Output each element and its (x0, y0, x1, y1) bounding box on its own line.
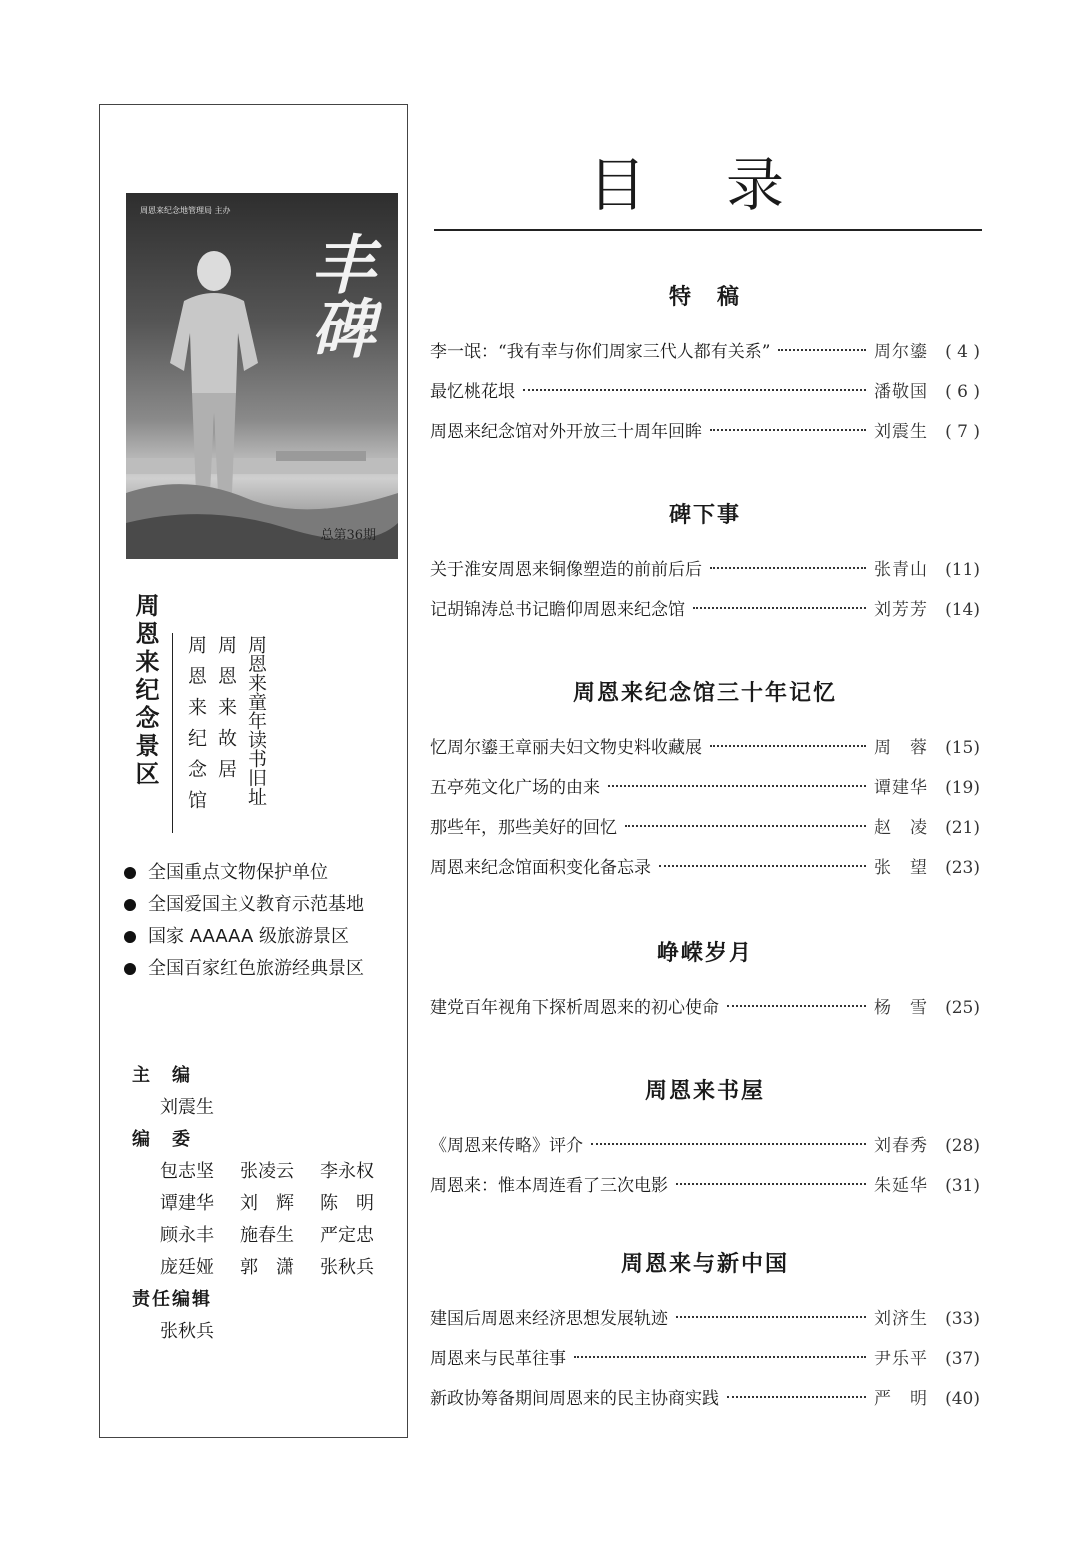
dot-leader (608, 785, 866, 787)
sidebar-panel (99, 104, 408, 1438)
board-row (160, 1156, 400, 1188)
entry-page: (11) (945, 560, 980, 580)
honor-item: 全国百家红色旅游经典景区 (124, 953, 364, 985)
entry-author: 周 蓉 (874, 738, 928, 758)
dot-leader (710, 429, 866, 431)
dot-leader (523, 389, 866, 391)
sub-site-memorial-hall: 周恩来纪念馆 (185, 635, 207, 821)
dot-leader (778, 349, 866, 351)
board-member-name: 李永权 (320, 1161, 374, 1182)
toc-section (430, 496, 980, 630)
toc-entry[interactable] (430, 848, 980, 888)
toc-entry[interactable] (430, 768, 980, 808)
entry-page: (28) (945, 1136, 980, 1156)
sub-site-former-residence: 周恩来故居 (215, 635, 237, 790)
entry-page: ( 6 ) (945, 382, 980, 402)
board-member-name: 陈 明 (320, 1193, 374, 1214)
entry-page: (14) (945, 600, 980, 620)
divider-line (172, 633, 173, 833)
entry-author: 刘济生 (874, 1309, 928, 1329)
entry-author: 刘春秀 (874, 1136, 928, 1156)
entry-page: (15) (945, 738, 980, 758)
editorial-board-names (132, 1156, 400, 1284)
responsible-editor-label: 责任编辑 (132, 1289, 212, 1310)
entry-title: 周恩来纪念馆面积变化备忘录 (430, 858, 651, 878)
entry-page: (23) (945, 858, 980, 878)
entry-author: 杨 雪 (874, 998, 928, 1018)
board-member-name: 严定忠 (320, 1225, 374, 1246)
entry-page: ( 7 ) (945, 422, 980, 442)
entry-title: 忆周尔鎏王章丽夫妇文物史料收藏展 (430, 738, 702, 758)
cover-host-text: 周恩来纪念地管理局 主办 (140, 206, 231, 215)
dot-leader (727, 1005, 866, 1007)
cover-issue-number: 总第36期 (320, 528, 376, 543)
section-title: 峥嵘岁月 (656, 941, 753, 966)
entry-page: (37) (945, 1349, 980, 1369)
entry-title: 周恩来纪念馆对外开放三十周年回眸 (430, 422, 702, 442)
editorial-staff (132, 1060, 400, 1348)
honor-item: 全国爱国主义教育示范基地 (124, 889, 364, 921)
bullet-icon (124, 931, 136, 943)
dot-leader (676, 1183, 866, 1185)
scenic-area-name: 周恩来纪念景区 (131, 593, 160, 789)
responsible-editor-name: 张秋兵 (160, 1321, 214, 1342)
entry-title: 李一氓：“我有幸与你们周家三代人都有关系” (430, 342, 771, 362)
section-title: 周恩来与新中国 (620, 1252, 789, 1277)
toc-entry[interactable] (430, 412, 980, 452)
editorial-board-label: 编 委 (132, 1129, 192, 1150)
magazine-cover-image (126, 193, 398, 559)
entry-author: 刘震生 (874, 422, 928, 442)
cover-title: 丰碑 (300, 231, 375, 359)
dot-leader (710, 567, 866, 569)
entry-author: 赵 凌 (874, 818, 928, 838)
dot-leader (727, 1396, 866, 1398)
entry-author: 张 望 (874, 858, 928, 878)
bullet-icon (124, 899, 136, 911)
entry-author: 谭建华 (874, 778, 928, 798)
honor-item: 全国重点文物保护单位 (124, 857, 364, 889)
entry-author: 朱延华 (874, 1176, 928, 1196)
section-title: 碑下事 (668, 503, 741, 528)
board-row (160, 1188, 400, 1220)
page-title: 目录 (588, 151, 865, 219)
entry-page: (25) (945, 998, 980, 1018)
board-member-name: 谭建华 (160, 1193, 214, 1214)
board-member-name: 庞廷娅 (160, 1257, 214, 1278)
entry-author: 张青山 (874, 560, 928, 580)
board-member-name: 施春生 (240, 1225, 294, 1246)
entry-title: 周恩来：惟本周连看了三次电影 (430, 1176, 668, 1196)
entry-author: 尹乐平 (874, 1349, 928, 1369)
dot-leader (591, 1143, 866, 1145)
dot-leader (574, 1356, 866, 1358)
honor-item: 国家 AAAAA 级旅游景区 (124, 921, 364, 953)
toc-section (430, 278, 980, 452)
entry-page: (21) (945, 818, 980, 838)
entry-title: 记胡锦涛总书记瞻仰周恩来纪念馆 (430, 600, 685, 620)
board-member-name: 张秋兵 (320, 1257, 374, 1278)
sub-site-childhood-school: 周恩来童年读书旧址 (245, 635, 267, 806)
section-title: 周恩来纪念馆三十年记忆 (572, 681, 837, 706)
toc-entry[interactable] (430, 550, 980, 590)
board-member-name: 包志坚 (160, 1161, 214, 1182)
dot-leader (693, 607, 866, 609)
honors-list (124, 857, 364, 985)
entry-author: 刘芳芳 (874, 600, 928, 620)
toc-entry[interactable] (430, 1299, 980, 1339)
title-rule (434, 229, 982, 231)
chief-editor-name: 刘震生 (160, 1097, 214, 1118)
toc-section (430, 1245, 980, 1419)
toc-entry[interactable] (430, 1126, 980, 1166)
board-member-name: 张凌云 (240, 1161, 294, 1182)
toc-entry[interactable] (430, 808, 980, 848)
entry-title: 最忆桃花垠 (430, 382, 515, 402)
entry-title: 关于淮安周恩来铜像塑造的前前后后 (430, 560, 702, 580)
dot-leader (710, 745, 866, 747)
board-row (160, 1252, 400, 1284)
board-member-name: 郭 潇 (240, 1257, 294, 1278)
board-member-name: 刘 辉 (240, 1193, 294, 1214)
entry-title: 周恩来与民革往事 (430, 1349, 566, 1369)
toc-entry[interactable] (430, 1379, 980, 1419)
entry-author: 潘敬国 (874, 382, 928, 402)
entry-title: 新政协筹备期间周恩来的民主协商实践 (430, 1389, 719, 1409)
bullet-icon (124, 963, 136, 975)
entry-title: 建党百年视角下探析周恩来的初心使命 (430, 998, 719, 1018)
toc-entry[interactable] (430, 1166, 980, 1206)
dot-leader (676, 1316, 866, 1318)
toc-entry[interactable] (430, 1339, 980, 1379)
toc-entry[interactable] (430, 988, 980, 1028)
toc-section (430, 1072, 980, 1206)
entry-title: 《周恩来传略》评介 (430, 1136, 583, 1156)
toc-entry[interactable] (430, 372, 980, 412)
board-row (160, 1220, 400, 1252)
entry-page: (33) (945, 1309, 980, 1329)
section-title: 特 稿 (668, 285, 741, 310)
entry-page: (31) (945, 1176, 980, 1196)
entry-title: 那些年，那些美好的回忆 (430, 818, 617, 838)
entry-page: (40) (945, 1389, 980, 1409)
chief-editor-label: 主 编 (132, 1065, 192, 1086)
toc-entry[interactable] (430, 590, 980, 630)
dot-leader (659, 865, 866, 867)
board-member-name: 顾永丰 (160, 1225, 214, 1246)
entry-author: 严 明 (874, 1389, 928, 1409)
entry-title: 建国后周恩来经济思想发展轨迹 (430, 1309, 668, 1329)
dot-leader (625, 825, 866, 827)
toc-section (430, 674, 980, 888)
bullet-icon (124, 867, 136, 879)
toc-entry[interactable] (430, 728, 980, 768)
entry-author: 周尔鎏 (874, 342, 928, 362)
entry-page: (19) (945, 778, 980, 798)
entry-page: ( 4 ) (945, 342, 980, 362)
toc-section (430, 934, 980, 1028)
toc-entry[interactable] (430, 332, 980, 372)
entry-title: 五亭苑文化广场的由来 (430, 778, 600, 798)
section-title: 周恩来书屋 (644, 1079, 765, 1104)
